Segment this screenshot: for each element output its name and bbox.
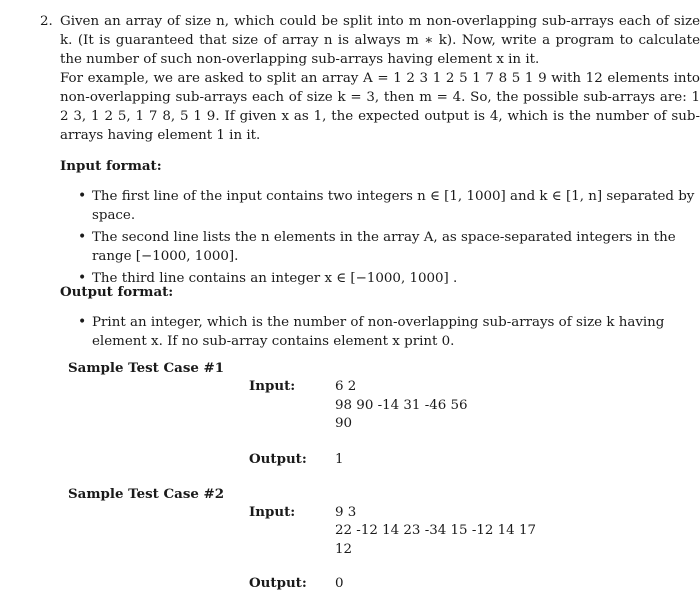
output-format-list [78,313,700,354]
input-format-list [78,187,700,291]
sample-input-line: 22 -12 14 23 -34 15 -12 14 17 [335,523,536,538]
input-format-item: • The first line of the input contains two integers n ∈ [1, 1000] and k ∈ [1, n] separated by space. [78,187,700,225]
problem-example [60,69,700,145]
sample-input-line: 98 90 -14 31 -46 56 [335,398,468,413]
problem-number: 2. [40,14,53,29]
sample-input-line: 9 3 [335,505,357,520]
output-format-item: • Print an integer, which is the number of non-overlapping sub-arrays of size k having element x. If no sub-array contains element x print 0. [78,313,700,351]
input-format-heading: Input format: [60,158,162,174]
sample-input-label: Input: [249,378,296,394]
problem-statement [60,12,700,69]
sample-input-line: 6 2 [335,379,357,394]
sample-title: Sample Test Case #1 [68,360,225,376]
sample-output-label: Output: [249,451,307,467]
sample-output-value: 1 [335,452,344,467]
input-format-item: • The second line lists the n elements in the array A, as space-separated integers in the range [−1000, 1000]. [78,228,700,266]
sample-input-line: 12 [335,542,353,557]
sample-input-line: 90 [335,416,353,431]
input-format-item: • The third line contains an integer x ∈ [−1000, 1000] . [78,269,700,288]
output-format-heading: Output format: [60,284,174,300]
sample-input-label: Input: [249,504,296,520]
sample-output-label: Output: [249,575,307,591]
problem-paragraph-2: For example, we are asked to split an array A = 1 2 3 1 2 5 1 7 8 5 1 9 with 12 elements into non-overlapping sub-arrays each of size k = 3, then m = 4. So, the possible sub-arrays are: 1 2 3, 1 2 5, 1 7 8, 5 1 9. If given x as 1, the expected output is 4, which is the number of sub-arrays having element 1 in it. [60,71,700,143]
sample-title: Sample Test Case #2 [68,486,225,502]
sample-output-value: 0 [335,576,344,591]
problem-paragraph-1: Given an array of size n, which could be split into m non-overlapping sub-arrays each of size k. (It is guaranteed that size of array n is always m ∗ k). Now, write a program to calculate the number of such non-overlapping sub-arrays having element x in it. [60,14,700,67]
